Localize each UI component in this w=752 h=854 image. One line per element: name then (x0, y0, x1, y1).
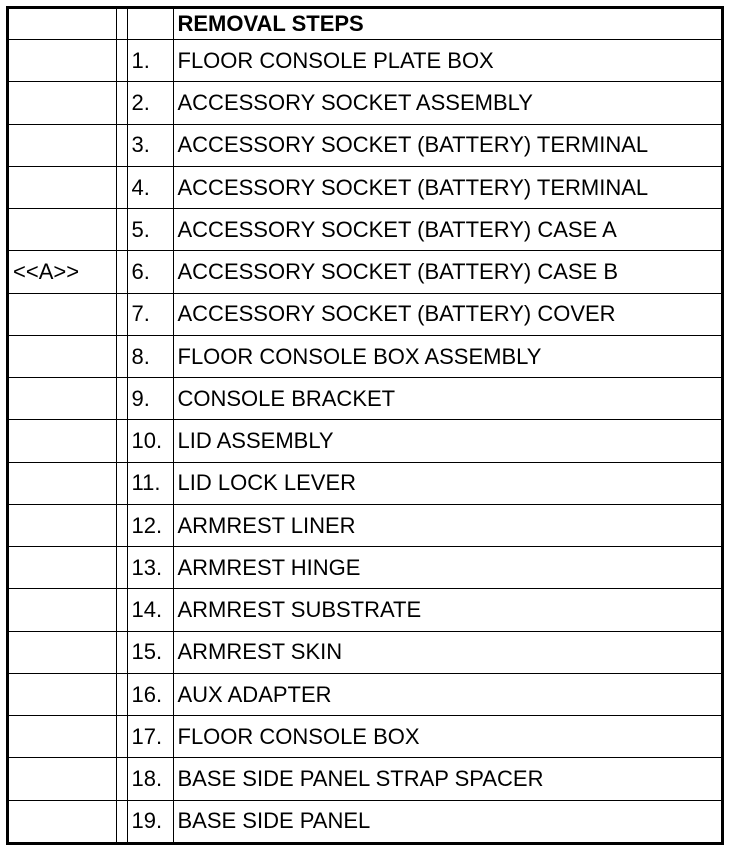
table-row (9, 378, 721, 420)
row-ref (9, 631, 116, 673)
row-step-description: CONSOLE BRACKET (173, 378, 721, 420)
row-gap (116, 335, 127, 377)
row-step-number: 10. (127, 420, 173, 462)
row-gap (116, 462, 127, 504)
row-gap (116, 209, 127, 251)
row-ref-marker: <<A>> (9, 251, 116, 293)
header-num-cell (127, 9, 173, 40)
row-gap (116, 82, 127, 124)
header-title: REMOVAL STEPS (173, 9, 721, 40)
table-row (9, 40, 721, 82)
row-gap (116, 504, 127, 546)
row-ref (9, 82, 116, 124)
row-step-description: LID LOCK LEVER (173, 462, 721, 504)
row-step-description: LID ASSEMBLY (173, 420, 721, 462)
row-ref (9, 547, 116, 589)
row-gap (116, 589, 127, 631)
row-step-number: 15. (127, 631, 173, 673)
row-ref (9, 124, 116, 166)
table-row (9, 631, 721, 673)
table-row (9, 462, 721, 504)
row-step-description: ACCESSORY SOCKET (BATTERY) TERMINAL (173, 124, 721, 166)
row-gap (116, 166, 127, 208)
table-row (9, 504, 721, 546)
row-step-number: 6. (127, 251, 173, 293)
row-ref (9, 673, 116, 715)
row-step-description: BASE SIDE PANEL (173, 800, 721, 842)
row-ref (9, 378, 116, 420)
row-step-number: 3. (127, 124, 173, 166)
table-row (9, 716, 721, 758)
table-row (9, 547, 721, 589)
row-ref (9, 462, 116, 504)
row-step-description: ARMREST SKIN (173, 631, 721, 673)
row-gap (116, 800, 127, 842)
row-step-description: FLOOR CONSOLE PLATE BOX (173, 40, 721, 82)
row-step-number: 8. (127, 335, 173, 377)
row-step-number: 14. (127, 589, 173, 631)
row-gap (116, 251, 127, 293)
row-step-description: AUX ADAPTER (173, 673, 721, 715)
row-gap (116, 758, 127, 800)
row-step-description: ARMREST HINGE (173, 547, 721, 589)
removal-steps-frame (6, 6, 724, 845)
table-row (9, 420, 721, 462)
row-gap (116, 716, 127, 758)
row-gap (116, 293, 127, 335)
row-ref (9, 504, 116, 546)
row-step-number: 4. (127, 166, 173, 208)
header-gap-cell (116, 9, 127, 40)
row-gap (116, 420, 127, 462)
row-gap (116, 378, 127, 420)
table-row (9, 82, 721, 124)
row-ref (9, 758, 116, 800)
row-step-number: 16. (127, 673, 173, 715)
row-step-number: 18. (127, 758, 173, 800)
row-step-description: FLOOR CONSOLE BOX (173, 716, 721, 758)
row-gap (116, 40, 127, 82)
table-row (9, 166, 721, 208)
row-step-number: 2. (127, 82, 173, 124)
row-ref (9, 166, 116, 208)
row-step-number: 13. (127, 547, 173, 589)
row-step-number: 12. (127, 504, 173, 546)
row-step-number: 17. (127, 716, 173, 758)
row-ref (9, 40, 116, 82)
row-ref (9, 420, 116, 462)
header-ref-cell (9, 9, 116, 40)
row-step-description: ACCESSORY SOCKET ASSEMBLY (173, 82, 721, 124)
row-step-number: 11. (127, 462, 173, 504)
row-step-description: ARMREST LINER (173, 504, 721, 546)
row-gap (116, 124, 127, 166)
removal-steps-table (9, 9, 721, 842)
row-ref (9, 589, 116, 631)
table-row (9, 673, 721, 715)
row-step-number: 19. (127, 800, 173, 842)
row-step-description: ACCESSORY SOCKET (BATTERY) COVER (173, 293, 721, 335)
table-row (9, 251, 721, 293)
row-ref (9, 800, 116, 842)
table-row (9, 124, 721, 166)
row-step-description: BASE SIDE PANEL STRAP SPACER (173, 758, 721, 800)
row-gap (116, 631, 127, 673)
row-gap (116, 547, 127, 589)
table-row (9, 800, 721, 842)
row-step-number: 7. (127, 293, 173, 335)
row-ref (9, 716, 116, 758)
table-row (9, 209, 721, 251)
table-row (9, 589, 721, 631)
row-gap (116, 673, 127, 715)
table-row (9, 293, 721, 335)
row-step-description: ARMREST SUBSTRATE (173, 589, 721, 631)
row-step-number: 9. (127, 378, 173, 420)
row-step-number: 5. (127, 209, 173, 251)
table-row (9, 758, 721, 800)
row-step-description: ACCESSORY SOCKET (BATTERY) CASE A (173, 209, 721, 251)
row-ref (9, 209, 116, 251)
row-ref (9, 293, 116, 335)
table-header-row (9, 9, 721, 40)
table-row (9, 335, 721, 377)
row-step-description: ACCESSORY SOCKET (BATTERY) CASE B (173, 251, 721, 293)
row-ref (9, 335, 116, 377)
row-step-description: ACCESSORY SOCKET (BATTERY) TERMINAL (173, 166, 721, 208)
row-step-description: FLOOR CONSOLE BOX ASSEMBLY (173, 335, 721, 377)
row-step-number: 1. (127, 40, 173, 82)
